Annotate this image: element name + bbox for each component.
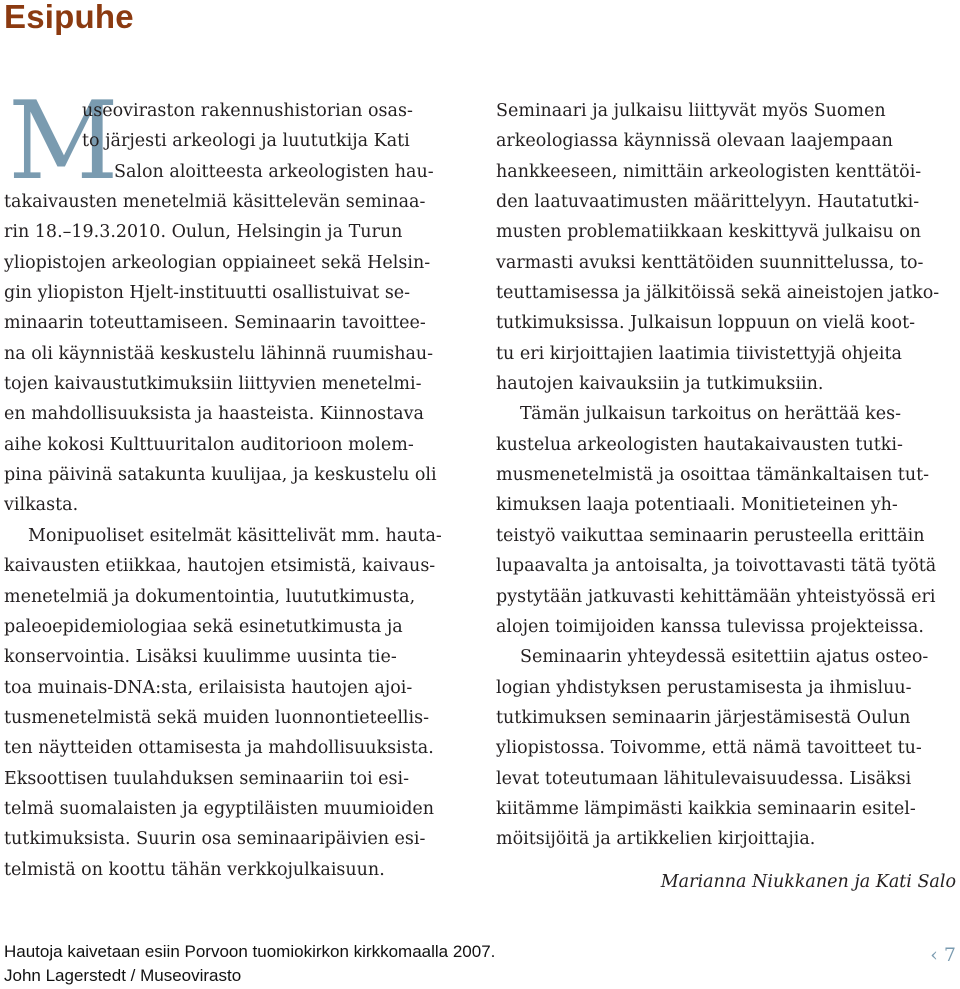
image-caption xyxy=(4,940,495,988)
text-line: pina päivinä satakunta kuulijaa, ja keskustelu oli xyxy=(4,465,437,486)
text-line: pystytään jatkuvasti kehittämään yhteistyössä eri xyxy=(496,586,936,607)
text-line: alojen toimijoiden kanssa tulevissa projekteissa. xyxy=(496,616,924,637)
text-line: kimuksen laaja potentiaali. Monitieteinen yh- xyxy=(496,495,898,516)
text-line: minaarin toteuttamiseen. Seminaarin tavoittee- xyxy=(4,313,426,334)
text-line: en mahdollisuuksista ja haasteista. Kiinnostava xyxy=(4,404,424,425)
text-line: den laatuvaatimusten määrittelyyn. Hautatutki- xyxy=(496,192,920,213)
text-line: konservointia. Lisäksi kuulimme uusinta tie- xyxy=(4,647,397,668)
text-line: logian yhdistyksen perustamisesta ja ihmisluu- xyxy=(496,677,912,698)
author-signature: Marianna Niukkanen ja Kati Salo xyxy=(660,872,956,892)
drop-cap: M xyxy=(8,79,119,204)
text-line: teistyö vaikuttaa seminaarin perusteella erittäin xyxy=(496,525,925,546)
text-line: kustelua arkeologisten hautakaivausten tutki- xyxy=(496,434,903,455)
text-line: telmistä on koottu tähän verkkojulkaisuun. xyxy=(4,859,385,880)
text-line: Seminaari ja julkaisu liittyvät myös Suomen xyxy=(496,101,886,121)
text-line: tutkimuksissa. Julkaisun loppuun on vielä koot- xyxy=(496,313,916,334)
text-line: rin 18.–19.3.2010. Oulun, Helsingin ja Turun xyxy=(4,222,403,243)
text-line: levat toteutumaan lähitulevaisuudessa. Lisäksi xyxy=(496,768,912,789)
text-line: musmenetelmistä ja osoittaa tämänkaltaisen tut- xyxy=(496,465,930,486)
text-line: möitsijöitä ja artikkelien kirjoittajia. xyxy=(496,829,816,850)
page-number: ‹ 7 xyxy=(930,944,956,966)
text-line: musten problematiikkaan keskittyvä julkaisu on xyxy=(496,222,922,243)
text-line: hautojen kaivauksiin ja tutkimuksiin. xyxy=(496,374,824,395)
text-line: arkeologiassa käynnissä olevaan laajempaan xyxy=(496,131,893,152)
text-line: tu eri kirjoittajien laatimia tiivistettyjä ohjeita xyxy=(496,343,902,364)
dropcap-line: to järjesti arkeologi ja luututkija Kati xyxy=(82,131,410,152)
text-line: teuttamisessa ja jälkitöissä sekä aineistojen jatko- xyxy=(496,283,940,304)
text-line: Eksoottisen tuulahduksen seminaariin toi esi- xyxy=(4,768,410,789)
text-line: Monipuoliset esitelmät käsittelivät mm. hauta- xyxy=(28,525,442,546)
text-line: Seminaarin yhteydessä esitettiin ajatus osteo- xyxy=(520,647,929,668)
caption-line: Hautoja kaivetaan esiin Porvoon tuomiokirkon kirkkomaalla 2007. xyxy=(4,942,496,961)
text-line: paleoepidemiologiaa sekä esinetutkimusta ja xyxy=(4,616,403,637)
text-line: na oli käynnistää keskustelu lähinnä ruumishau- xyxy=(4,343,434,364)
text-line: varmasti avuksi kenttätöiden suunnittelussa, to- xyxy=(496,252,924,273)
text-line: Tämän julkaisun tarkoitus on herättää kes- xyxy=(520,404,902,425)
right-column xyxy=(496,96,958,855)
text-line: menetelmiä ja dokumentointia, luututkimusta, xyxy=(4,586,416,607)
dropcap-line: useoviraston rakennushistorian osas- xyxy=(82,101,413,121)
caption-credit: John Lagerstedt / Museovirasto xyxy=(4,966,242,985)
dropcap-line: Salon aloitteesta arkeologisten hau- xyxy=(114,161,434,182)
text-line: kaivausten etiikkaa, hautojen etsimistä, kaivaus- xyxy=(4,556,436,577)
text-line: toa muinais-DNA:sta, erilaisista hautojen ajoi- xyxy=(4,677,413,698)
text-line: yliopistossa. Toivomme, että nämä tavoitteet tu- xyxy=(496,738,922,759)
text-line: kiitämme lämpimästi kaikkia seminaarin esitel- xyxy=(496,798,916,819)
text-line: ten näytteiden ottamisesta ja mahdollisuuksista. xyxy=(4,738,434,759)
text-line: lupaavalta ja antoisalta, ja toivottavasti tätä työtä xyxy=(496,556,937,577)
text-line: aihe kokosi Kulttuuritalon auditorioon molem- xyxy=(4,434,414,455)
text-line: vilkasta. xyxy=(4,495,79,516)
page-title: Esipuhe xyxy=(4,0,134,35)
text-line: gin yliopiston Hjelt-instituutti osallistuivat se- xyxy=(4,283,411,304)
text-line: yliopistojen arkeologian oppiaineet sekä Helsin- xyxy=(4,252,431,273)
text-line: tusmenetelmistä sekä muiden luonnontieteellis- xyxy=(4,707,430,728)
text-line: hankkeeseen, nimittäin arkeologisten kenttätöi- xyxy=(496,161,922,182)
text-line: takaivausten menetelmiä käsittelevän seminaa- xyxy=(4,192,426,213)
left-column xyxy=(4,96,470,885)
text-line: tutkimuksista. Suurin osa seminaaripäivien esi- xyxy=(4,829,426,850)
text-line: tojen kaivaustutkimuksiin liittyvien menetelmi- xyxy=(4,374,422,395)
text-line: telmä suomalaisten ja egyptiläisten muumioiden xyxy=(4,798,435,819)
text-line: tutkimuksen seminaarin järjestämisestä Oulun xyxy=(496,707,911,728)
